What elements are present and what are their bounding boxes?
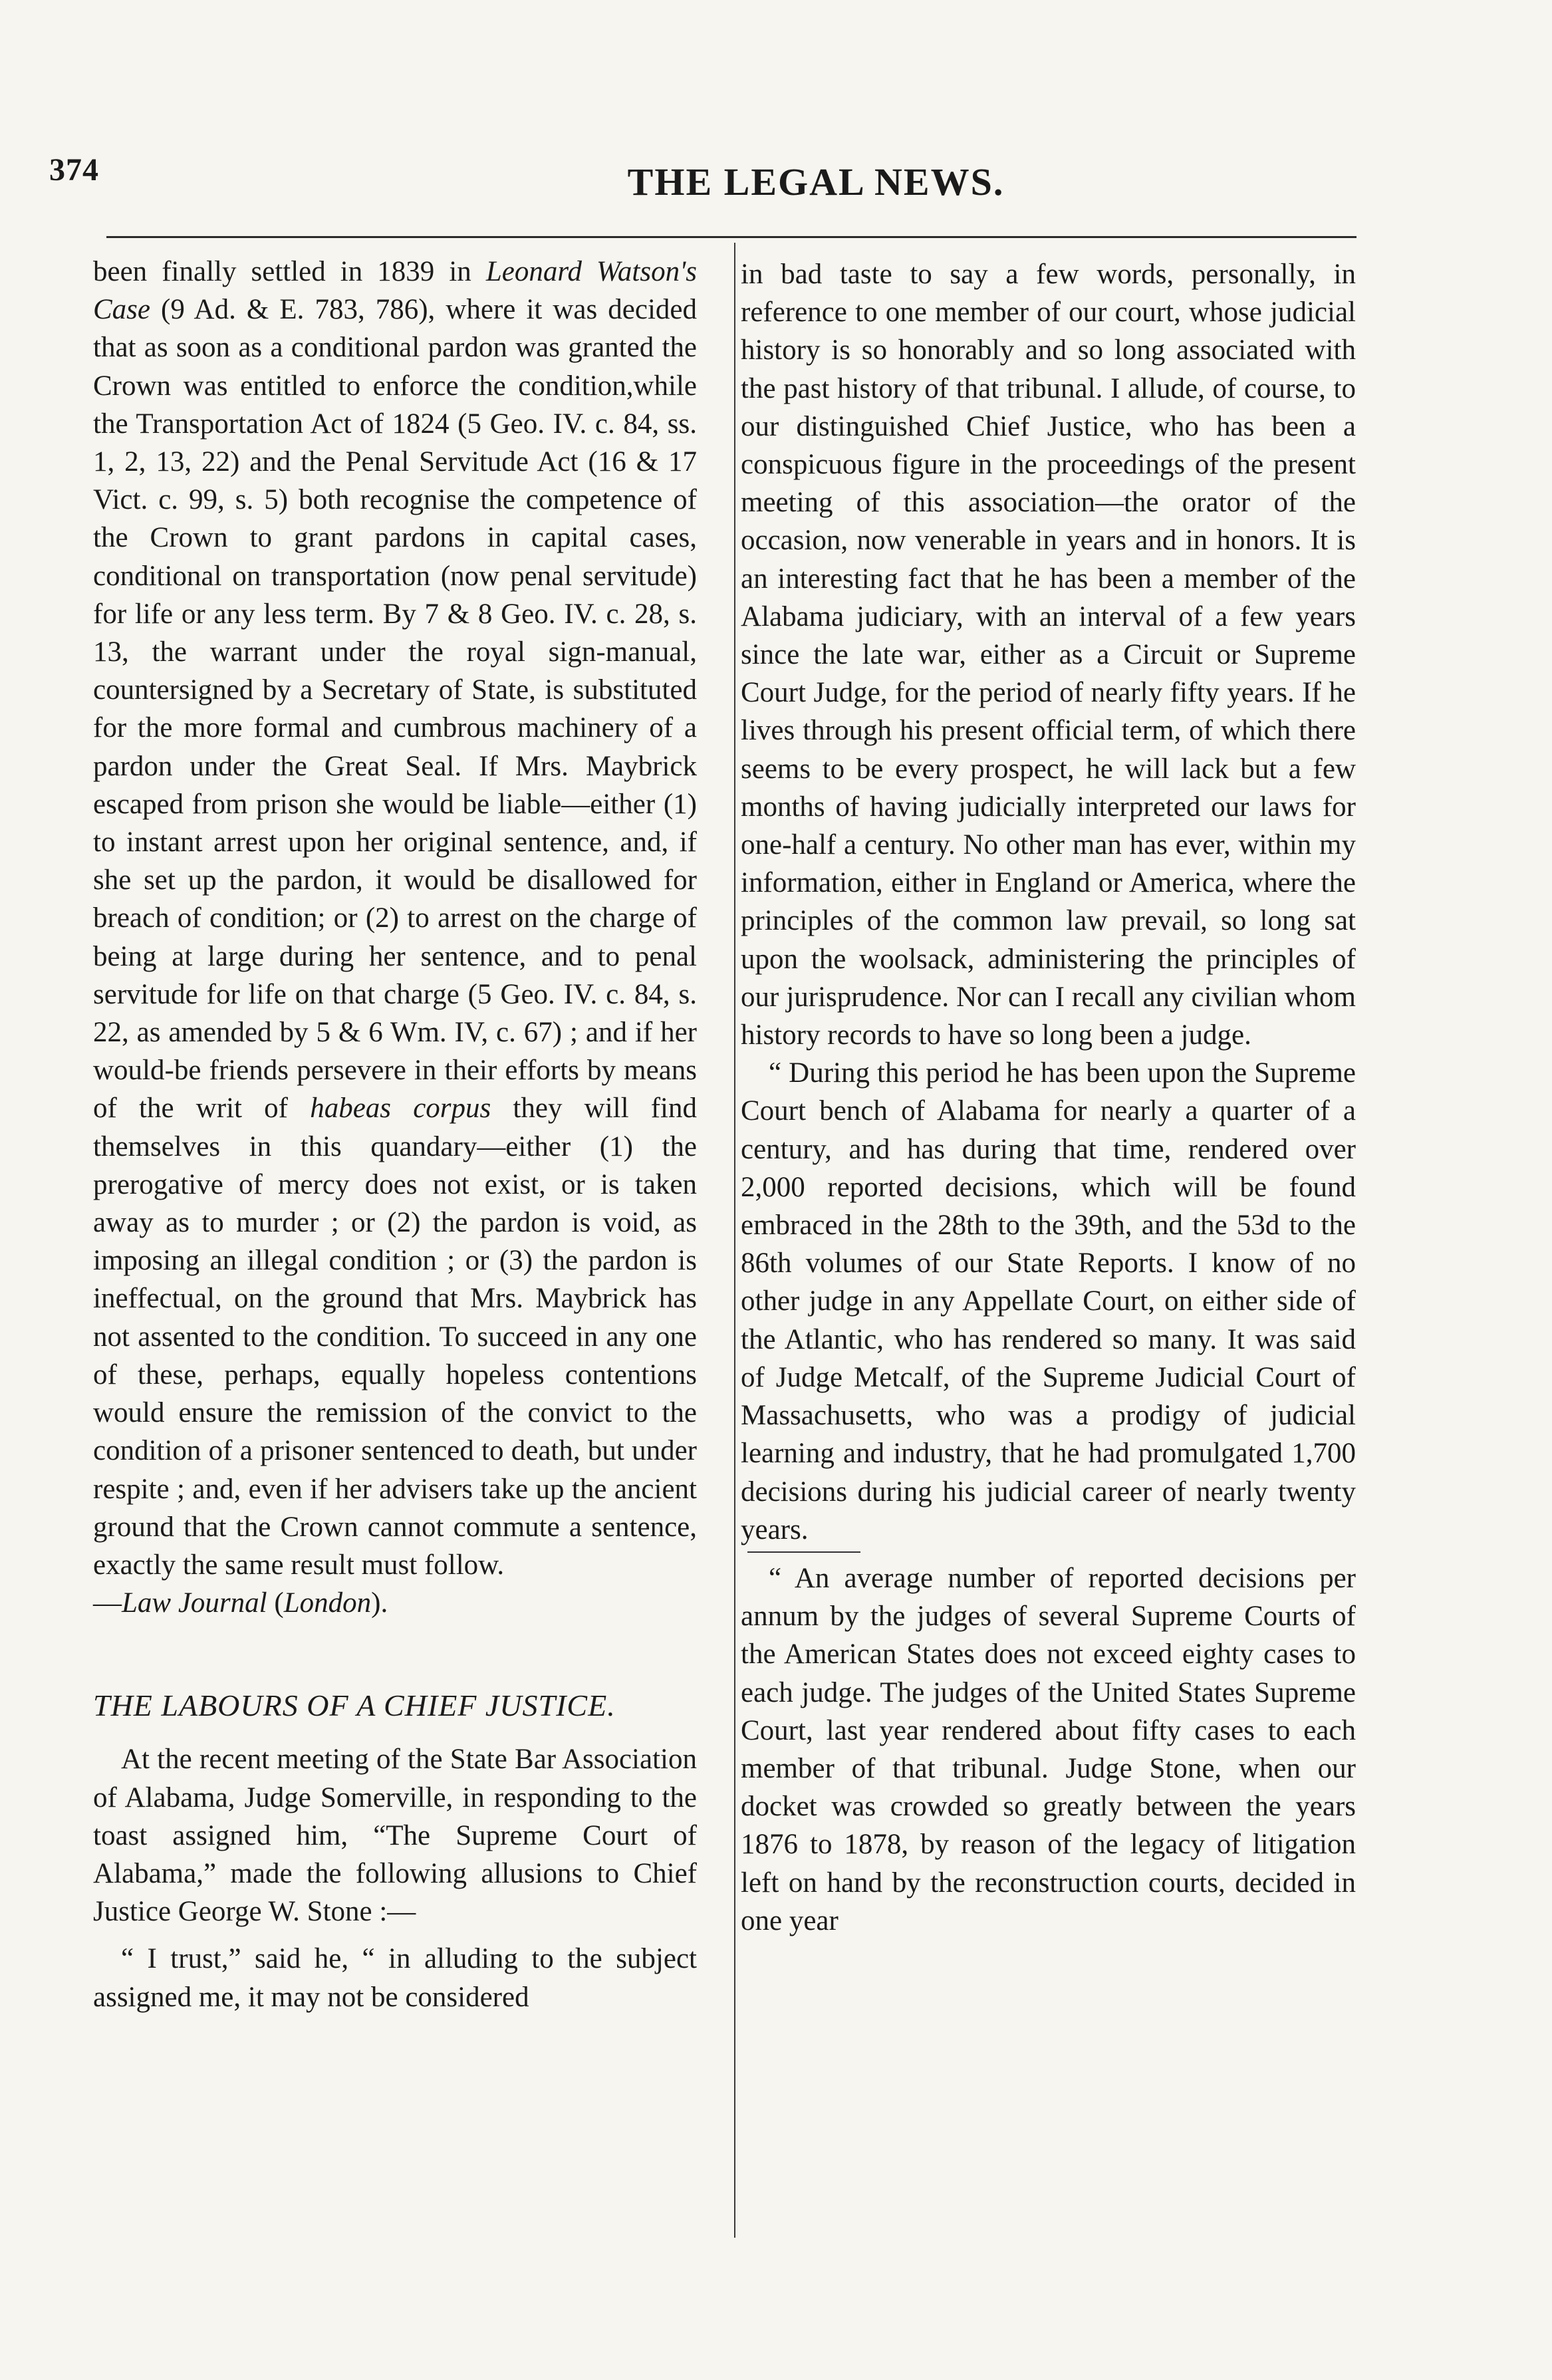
header-rule — [106, 236, 1357, 238]
attribution-close: ). — [371, 1587, 388, 1619]
right-column — [734, 255, 1356, 1940]
left-column — [93, 253, 697, 2016]
article-paragraph: “ I trust,” said he, “ in alluding to the subject assigned me, it may not be considered — [93, 1943, 697, 2013]
separator-rule — [747, 1551, 860, 1553]
running-head: THE LEGAL NEWS. — [627, 160, 1005, 203]
article-paragraph: At the recent meeting of the State Bar Association of Alabama, Judge Somerville, in responding to the toast assigned him, “The Supreme Court of Alabama,” made the following allusions to Chief Justice George W. Stone :— — [93, 1744, 697, 1928]
section-title: THE LABOURS OF A CHIEF JUSTICE. — [93, 1688, 616, 1723]
paragraph-text: been finally settled in 1839 in — [93, 256, 486, 287]
source-journal: Law Journal — [122, 1587, 267, 1619]
attribution-paren: ( — [267, 1587, 284, 1619]
article-paragraph: in bad taste to say a few words, personally, in reference to one member of our court, whose judicial history is so honorably and so long associated with the past history of that tribunal. I allude, of course, to our distinguished Chief Justice, who has been a conspicuous figure in the proceedings of the present meeting of this association—the orator of the occasion, now venerable in years and in honors. It is an interesting fact that he has been a member of the Alabama judiciary, with an interval of a few years since the late war, either as a Circuit or Supreme Court Judge, for the period of nearly fifty years. If he lives through his present official term, of which there seems to be every prospect, he will lack but a few months of having judicially interpreted our laws for one-half a century. No other man has ever, within my information, either in England or America, where the principles of the common law prevail, so long sat upon the woolsack, administering the principles of our jurisprudence. Nor can I recall any civilian whom history records to have so long been a judge. — [741, 259, 1356, 1051]
article-paragraph: “ An average number of reported decisions per annum by the judges of several Supreme Courts of the American States does not exceed eighty cases to each judge. The judges of the United States Supreme Court, last year rendered about fifty cases to each member of that tribunal. Judge Stone, when our docket was crowded so greatly between the years 1876 to 1878, by reason of the legacy of litigation left on hand by the reconstruction courts, decided in one year — [741, 1562, 1356, 1936]
paragraph-text: they will find themselves in this quandary—either (1) the prerogative of mercy does not exist, or is taken away as to murder ; or (2) the pardon is void, as imposing an illegal condition ; or (3) the pardon is ineffectual, on the ground that Mrs. Maybrick has not assented to the condition. To succeed in any one of these, perhaps, equally hopeless contentions would ensure the remission of the convict to the condition of a prisoner sentenced to death, but under respite ; and, even if her advisers take up the ancient ground that the Crown cannot commute a sentence, exactly the same result must follow. — [93, 1093, 697, 1581]
writ-term: habeas corpus — [310, 1093, 491, 1124]
case-citation: Leonard Watson's Case — [93, 256, 697, 326]
source-attribution — [93, 1584, 697, 1622]
article-paragraph: “ During this period he has been upon the Supreme Court bench of Alabama for nearly a quarter of a century, and has during that time, rendered over 2,000 reported decisions, which will be found embraced in the 28th to the 39th, and the 53d to the 86th volumes of our State Reports. I know of no other judge in any Appellate Court, on either side of the Atlantic, who has rendered so many. It was said of Judge Metcalf, of the Supreme Judicial Court of Massachusetts, who was a prodigy of judicial learning and industry, that he had promulgated 1,700 decisions during his judicial career of nearly twenty years. — [741, 1057, 1356, 1545]
article-paragraph — [93, 253, 697, 1584]
page-number: 374 — [49, 152, 99, 188]
source-place: London — [283, 1587, 372, 1619]
attribution-dash: — — [93, 1587, 122, 1619]
paragraph-text: (9 Ad. & E. 783, 786), where it was decided that as soon as a conditional pardon was granted the Crown was entitled to enforce the condition,while the Transportation Act of 1824 (5 Geo. IV. c. 84, ss. 1, 2, 13, 22) and the Penal Servitude Act (16 & 17 Vict. c. 99, s. 5) both recognise the competence of the Crown to grant pardons in capital cases, conditional on transportation (now penal servitude) for life or any less term. By 7 & 8 Geo. IV. c. 28, s. 13, the warrant under the royal sign-manual, countersigned by a Secretary of State, is substituted for the more formal and cumbrous machinery of a pardon under the Great Seal. If Mrs. Maybrick escaped from prison she would be liable—either (1) to instant arrest upon her original sentence, and, if she set up the pardon, it would be disallowed for breach of condition; or (2) to arrest on the charge of being at large during her sentence, and to penal servitude for life on that charge (5 Geo. IV. c. 84, s. 22, as amended by 5 & 6 Wm. IV, c. 67) ; and if her would-be friends persevere in their efforts by means of the writ of — [93, 294, 697, 1124]
